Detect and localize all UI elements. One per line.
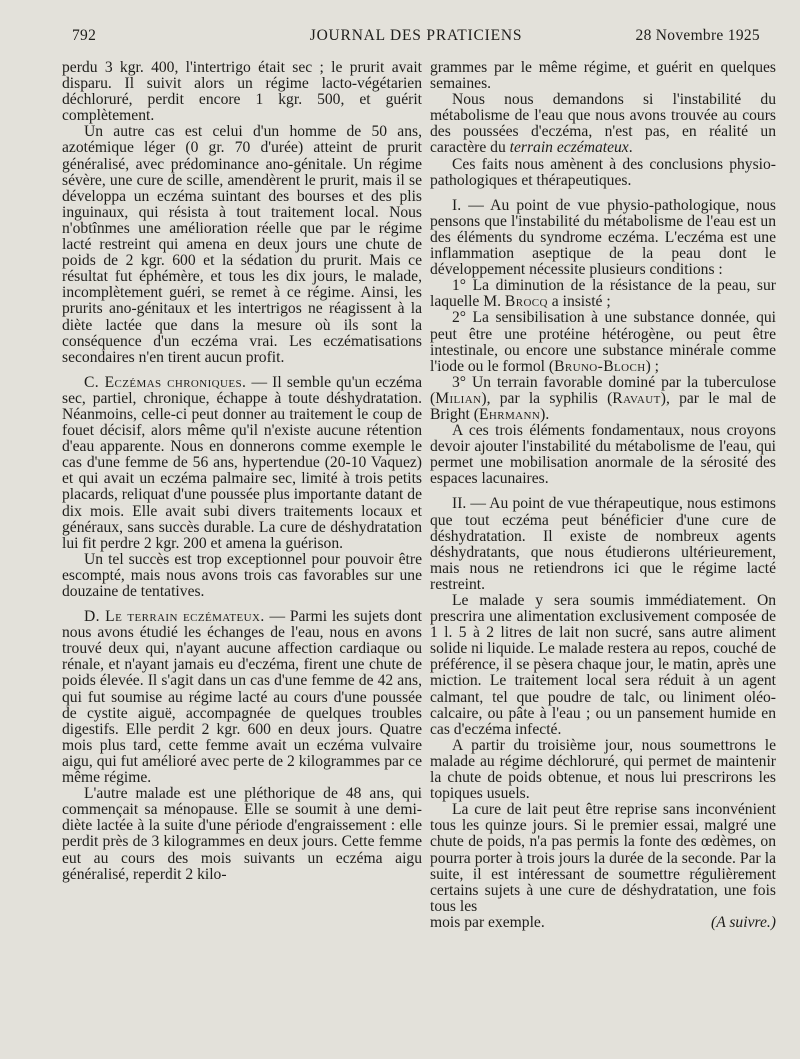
text-run: . — [628, 139, 633, 157]
text-run: 1° La diminution de la résistance de la peau, sur laquelle M. — [430, 277, 776, 311]
text-run: ), par le mal de Bright ( — [430, 389, 776, 423]
paragraph: A ces trois éléments fondamentaux, nous croyons devoir ajouter l'instabilité du métabolisme de l'eau, qui permet une mobilisation anormale de la sérosité des espaces lacunaires. — [430, 422, 776, 488]
section-d-paragraph — [62, 609, 422, 786]
section-heading: C. Eczémas chroniques. — [84, 373, 247, 391]
text-run: ), par la syphilis ( — [481, 389, 613, 407]
paragraph: Un autre cas est celui d'un homme de 50 ans, azotémique léger (0 gr. 70 d'urée) atteint de prurit généralisé, avec prédominance ano-génitale. Un régime sévère, une cure de scille, amendèrent le prurit, mais il se développa un eczéma suintant des bourses et des plis inguinaux, qui résista à tout traitement local. Nous n'obtînmes une amélioration réelle que par le régime lacté restreint qui amena en deux jours une chute de poids de 2 kgr. 600 et la sédation du prurit. Mais ce résultat fut éphémère, et tous les dix jours, le malade, incomplètement guéri, se remet à ce régime. Ainsi, les prurits ano-génitaux et les intertrigos ne réagissent à la diète lactée que dans la mesure où ils sont la conséquence d'un eczéma vrai. Les eczématisations secondaires n'en tirent aucun profit. — [62, 123, 422, 366]
closing-line — [430, 915, 776, 931]
author-name: Milian — [435, 389, 482, 407]
to-be-continued: (A suivre.) — [711, 913, 776, 931]
left-column — [62, 60, 422, 883]
issue-date: 28 Novembre 1925 — [635, 27, 760, 44]
condition-item — [430, 375, 776, 423]
section-i-paragraph: I. — Au point de vue physio-pathologique, nous pensons que l'instabilité du métabolisme de l'eau est un des éléments du syndrome eczéma. L'eczéma est une inflammation aseptique de la peau dont le développement nécessite plusieurs conditions : — [430, 196, 776, 279]
author-name: Brocq — [504, 293, 548, 311]
section-c-paragraph — [62, 375, 422, 552]
page-header — [72, 27, 760, 47]
section-text: — Il semble qu'un eczéma sec, partiel, chronique, échappe à toute déshydratation. Néanmoins, celle-ci peut donner au traitement le coup de fouet décisif, alors même qu'il n'existe aucune rétention d'eau apparente. Nous en donnerons comme exemple le cas d'une femme de 56 ans, hypertendue (20-10 Vaquez) et qui avait un eczéma palmaire sec, limité à trois petits placards, reliquat d'une poussée plus importante datant de dix mois. Elle avait subi divers traitements locaux et généraux, sans succès durable. La cure de déshydratation lui fit perdre 2 kgr. 200 et amena la guérison. — [62, 373, 422, 552]
text-run: 2° La sensibilisation à une substance donnée, qui peut être une protéine hétérogène, ou peut être intestinale, ou encore une substance minérale comme l'iode ou le formol ( — [430, 309, 776, 375]
paragraph: L'autre malade est une pléthorique de 48 ans, qui commençait sa ménopause. Elle se soumit à une demi-diète lactée à la suite d'une période d'engraissement : elle perdit près de 3 kilogrammes en deux jours. Cette femme eut au cours des mois suivants un eczéma aigu généralisé, reperdit 2 kilo- — [62, 785, 422, 883]
paragraph: Ces faits nous amènent à des conclusions physio-pathologiques et thérapeutiques. — [430, 155, 776, 189]
section-text: — Parmi les sujets dont nous avons étudié les échanges de l'eau, nous en avons trouvé deux qui, n'ayant aucune affection cardiaque ou rénale, et n'ayant jamais eu d'eczéma, firent une chute de poids élevée. Il s'agit dans un cas d'une femme de 42 ans, qui fut soumise au régime lacté au cours d'une poussée de cystite aiguë, accompagnée de quelques troubles digestifs. Elle perdit 2 kgr. 600 en deux jours. Quatre mois plus tard, cette femme avait un eczéma vulvaire aigu, qui fut amélioré avec perte de 2 kilogrammes par ce même régime. — [62, 608, 422, 787]
text-run: ) ; — [645, 357, 660, 375]
author-name: Bruno-Bloch — [554, 357, 646, 375]
page-number: 792 — [72, 27, 97, 44]
paragraph — [430, 92, 776, 156]
text-run: a insisté ; — [547, 293, 611, 311]
right-column — [430, 60, 776, 931]
author-name: Ravaut — [612, 389, 661, 407]
paragraph: La cure de lait peut être reprise sans inconvénient tous les quinze jours. Si le premier essai, malgré une chute de poids, n'a pas permis la fonte des œdèmes, on pourra porter à trois jours la durée de la seconde. Par la suite, il est intéressant de soumettre régulièrement certains sujets à une cure de déshydratation, une fois tous les — [430, 801, 776, 915]
text-run: ). — [540, 405, 550, 423]
condition-item — [430, 310, 776, 374]
paragraph: A partir du troisième jour, nous soumettrons le malade au régime déchloruré, qui permet de maintenir la chute de poids obtenue, et nous lui prescrirons les topiques usuels. — [430, 736, 776, 803]
paragraph: Le malade y sera soumis immédiatement. On prescrira une alimentation exclusivement composée de 1 l. 5 à 2 litres de lait non sucré, sans autre aliment solide ni liquide. Le malade restera au repos, couché de préférence, il se pèsera chaque jour, le matin, après une miction. Le traitement local sera réduit à un agent calmant, tel que poudre de talc, ou liniment oléo-calcaire, ou pâte à l'eau ; ou un pansement humide en cas d'eczéma infecté. — [430, 592, 776, 738]
paragraph: Un tel succès est trop exceptionnel pour pouvoir être escompté, mais nous avons trois cas favorables sur une douzaine de tentatives. — [62, 550, 422, 600]
text-run: Nous nous demandons si l'instabilité du métabolisme de l'eau que nous avons trouvée au cours des poussées d'eczéma, n'est pas, en réalité un caractère du — [430, 91, 776, 157]
paragraph: perdu 3 kgr. 400, l'intertrigo était sec ; le prurit avait disparu. Il suivit alors un régime lacto-végétarien déchloruré, perdit encore 1 kgr. 500, et guérit complètement. — [62, 59, 422, 125]
text-run: 3° Un terrain favorable dominé par la tuberculose ( — [430, 373, 776, 407]
condition-item — [430, 278, 776, 310]
section-heading: D. Le terrain eczémateux. — [84, 608, 265, 626]
journal-title: JOURNAL DES PRATICIENS — [309, 27, 523, 44]
paragraph: grammes par le même régime, et guérit en quelques semaines. — [430, 59, 776, 93]
section-ii-paragraph: II. — Au point de vue thérapeutique, nous estimons que tout eczéma peut bénéficier d'une cure de déshydratation. Il existe de nombreux agents déshydratants, que nous étudierons ultérieurement, mais nous ne retiendrons ici que le régime lacté restreint. — [430, 495, 776, 593]
author-name: Ehrmann — [478, 405, 541, 423]
italic-term: terrain eczémateux — [509, 139, 629, 157]
text-run: mois par exemple. — [430, 913, 545, 931]
